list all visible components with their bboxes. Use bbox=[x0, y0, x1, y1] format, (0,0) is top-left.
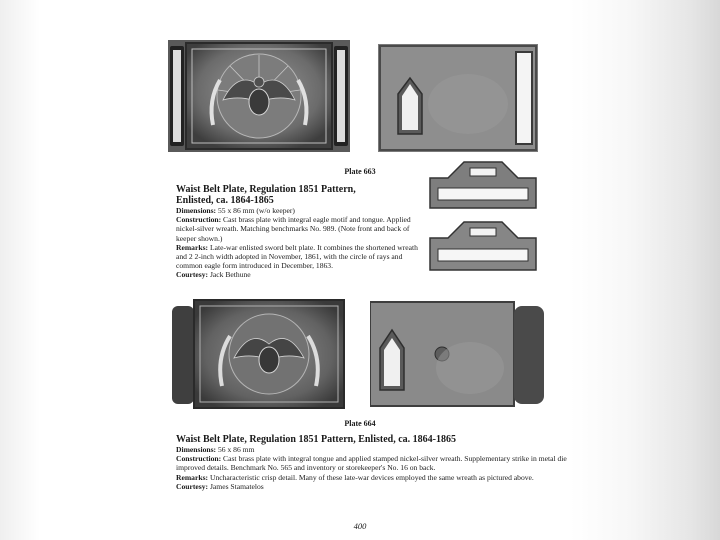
plate-664-remarks: Remarks: Uncharacteristic crisp detail. Many of these late-war devices employed the same wreath as pictured above. bbox=[176, 472, 534, 482]
plate-664-back-photo bbox=[370, 298, 548, 410]
plate-664-dimensions: Dimensions: 56 x 86 mm bbox=[176, 445, 255, 454]
plate-663-title-line1: Waist Belt Plate, Regulation 1851 Pattern, bbox=[176, 184, 356, 195]
plate-663-construction: Construction: Cast brass plate with integral eagle motif and tongue. Applied nickel-silver wreath. Matching benchmarks No. 989. (Note front and back of keeper shown.) bbox=[176, 215, 411, 243]
plate-663-title-line2: Enlisted, ca. 1864-1865 bbox=[176, 195, 274, 206]
page-number: 400 bbox=[353, 521, 367, 531]
keeper-front-photo bbox=[428, 160, 538, 212]
page-binding-shadow bbox=[570, 0, 720, 540]
page-left-edge bbox=[0, 0, 40, 540]
plate-663-caption: Plate 663 bbox=[344, 167, 376, 176]
plate-664-courtesy: Courtesy: James Stamatelos bbox=[176, 481, 264, 491]
plate-663-front-photo bbox=[168, 40, 350, 152]
plate-664-title: Waist Belt Plate, Regulation 1851 Pattern, Enlisted, ca. 1864-1865 bbox=[176, 434, 456, 445]
plate-664-construction: Construction: Cast brass plate with integral tongue and applied stamped nickel-silver wreath. Supplementary strike in metal die improved details. Benchmark No. 565 and inventory or storekeeper's No. 16 on back. bbox=[176, 454, 567, 473]
plate-663-remarks: Remarks: Late-war enlisted sword belt plate. It combines the shortened wreath and 2 2-inch width adopted in November, 1861, with the circle of rays and common eagle form introduced in December, 1863. bbox=[176, 242, 418, 271]
keeper-back-photo bbox=[428, 220, 538, 274]
plate-663-description bbox=[176, 184, 424, 280]
plate-663-back-photo bbox=[378, 44, 538, 152]
plate-663-courtesy: Courtesy: Jack Bethune bbox=[176, 270, 251, 280]
plate-663-dimensions: Dimensions: 55 x 86 mm (w/o keeper) bbox=[176, 206, 295, 215]
plate-664-description bbox=[176, 434, 568, 491]
plate-664-front-photo bbox=[172, 298, 356, 410]
plate-664-caption: Plate 664 bbox=[344, 419, 376, 428]
